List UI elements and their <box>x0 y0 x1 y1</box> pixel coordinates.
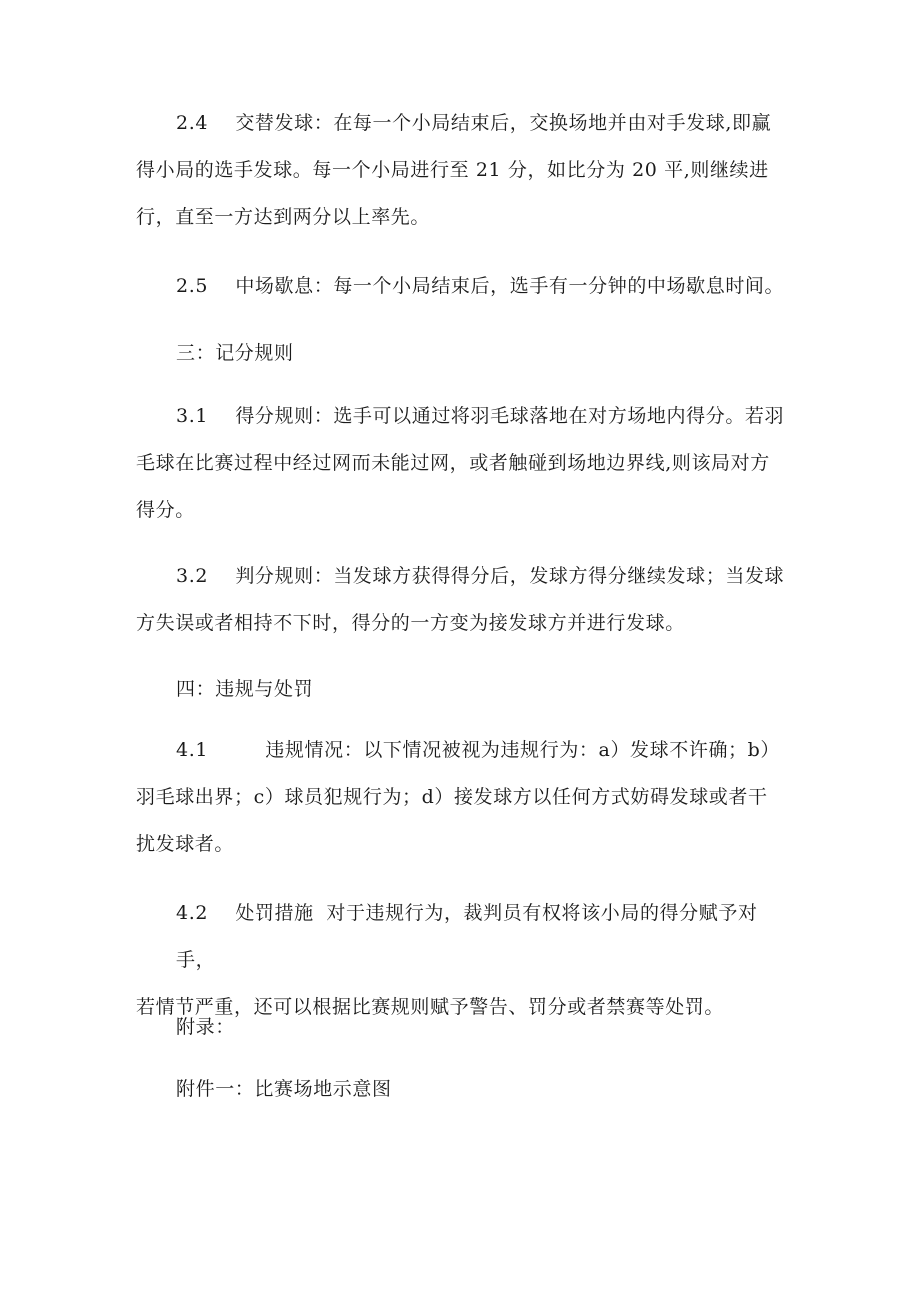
section-2-4-line-2: 得小局的选手发球。每一个小局进行至 21 分，如比分为 20 平,则继续进 <box>136 159 769 181</box>
section-2-4 <box>136 100 786 241</box>
section-2-5 <box>136 263 786 310</box>
section-text: 当发球方获得得分后，发球方得分继续发球；当发球 <box>333 565 785 587</box>
section-2-4-line-3: 行，直至一方达到两分以上率先。 <box>136 206 431 228</box>
section-2-4-line-1 <box>136 100 786 147</box>
section-number: 3.1 <box>176 405 209 427</box>
section-3-1 <box>136 393 786 534</box>
section-number: 2.4 <box>176 112 209 134</box>
section-number: 4.2 <box>176 902 209 924</box>
section-title: 交替发球： <box>235 112 334 134</box>
section-4-2-line-1 <box>136 890 786 984</box>
section-3-1-line-1 <box>136 393 786 440</box>
heading-appendix: 附录： <box>176 1016 235 1038</box>
section-3-1-line-3: 得分。 <box>136 499 195 521</box>
section-title: 得分规则： <box>235 405 334 427</box>
section-text: 对于违规行为，裁判员有权将该小局的得分赋予对手， <box>176 902 758 971</box>
section-4-1-line-1 <box>136 727 786 774</box>
section-text: 以下情况被视为违规行为：a）发球不许确；b） <box>363 739 781 761</box>
section-number: 2.5 <box>176 275 209 297</box>
section-text: 选手可以通过将羽毛球落地在对方场地内得分。若羽 <box>333 405 785 427</box>
section-4-2-line-2: 若情节严重，还可以根据比赛规则赋予警告、罚分或者禁赛等处罚。 <box>136 996 725 1018</box>
heading-attachment-1: 附件一：比赛场地示意图 <box>176 1078 392 1100</box>
heading-violations: 四：违规与处罚 <box>176 678 314 700</box>
section-3-2-line-2: 方失误或者相持不下时，得分的一方变为接发球方并进行发球。 <box>136 612 685 634</box>
section-4-1-line-3: 扰发球者。 <box>136 833 235 855</box>
section-title: 处罚措施 <box>235 902 314 924</box>
section-3-1-line-2: 毛球在比赛过程中经过网而未能过网，或者触碰到场地边界线,则该局对方 <box>136 452 770 474</box>
section-title: 判分规则： <box>235 565 334 587</box>
section-text: 每一个小局结束后，选手有一分钟的中场歇息时间。 <box>333 275 785 297</box>
section-4-1 <box>136 727 786 868</box>
section-2-5-line-1 <box>136 263 786 310</box>
section-number: 4.1 <box>176 739 209 761</box>
section-title: 违规情况： <box>265 739 364 761</box>
section-3-2 <box>136 553 786 647</box>
section-number: 3.2 <box>176 565 209 587</box>
section-text: 在每一个小局结束后，交换场地并由对手发球,即赢 <box>333 112 772 134</box>
section-3-2-line-1 <box>136 553 786 600</box>
section-title: 中场歇息： <box>235 275 334 297</box>
section-4-1-line-2: 羽毛球出界；c）球员犯规行为；d）接发球方以任何方式妨碍发球或者干 <box>136 786 768 808</box>
heading-scoring-rules: 三：记分规则 <box>176 342 294 364</box>
